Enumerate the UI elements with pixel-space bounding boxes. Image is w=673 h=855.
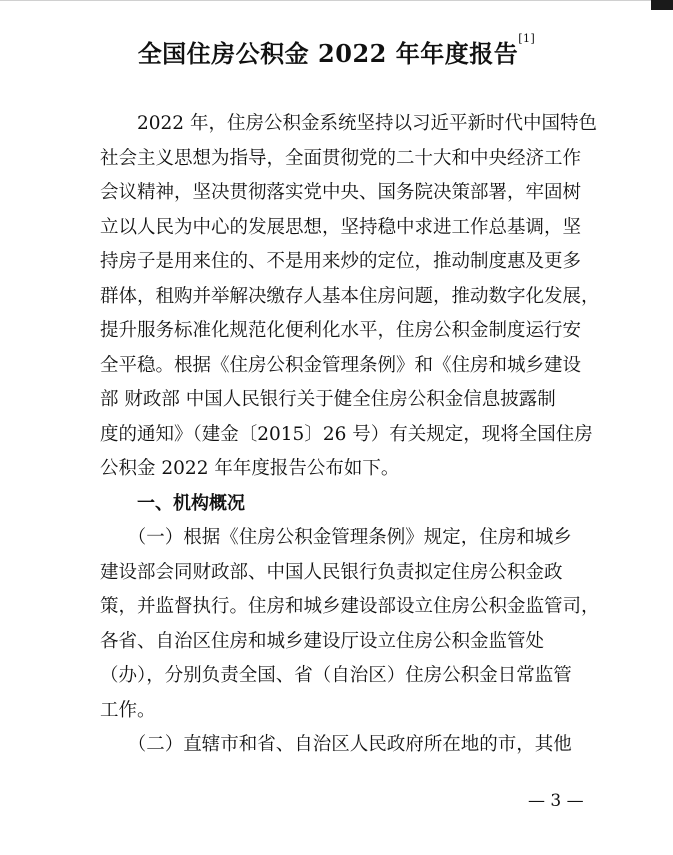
section1-paragraph-2 [100,728,580,763]
paragraph-line: （一）根据《住房公积金管理条例》规定，住房和城乡 [100,527,572,548]
intro-line: 部 财政部 中国人民银行关于健全住房公积金信息披露制 [100,389,556,410]
intro-line: 会议精神，坚决贯彻落实党中央、国务院决策部署，牢固树 [100,182,582,203]
intro-line: 2022 年，住房公积金系统坚持以习近平新时代中国特色 [100,113,597,134]
intro-line: 全平稳。根据《住房公积金管理条例》和《住房和城乡建设 [100,354,582,376]
document-title [0,34,673,69]
intro-line: 立以人民为中心的发展思想，坚持稳中求进工作总基调，坚 [100,216,582,238]
paragraph-line: （办），分别负责全国、省（自治区）住房公积金日常监管 [100,665,572,686]
intro-line: 社会主义思想为指导，全面贯彻党的二十大和中央经济工作 [100,147,582,169]
paragraph-line: 策，并监督执行。住房和城乡建设部设立住房公积金监管司， [100,596,600,617]
paragraph-line: 工作。 [100,699,156,721]
page-number: — 3 — [528,791,584,811]
intro-line: 公积金 2022 年年度报告公布如下。 [100,458,400,479]
paragraph-line: 建设部会同财政部、中国人民银行负责拟定住房公积金政 [100,561,563,583]
paragraph-line: （二）直辖市和省、自治区人民政府所在地的市，其他 [100,734,572,755]
intro-line: 提升服务标准化规范化便利化水平，住房公积金制度运行安 [100,320,582,341]
intro-paragraph [100,107,600,487]
section1-paragraph-1 [100,521,600,728]
intro-line: 群体，租购并举解决缴存人基本住房问题，推动数字化发展， [100,285,600,307]
paragraph-line: 各省、自治区住房和城乡建设厅设立住房公积金监管处 [100,630,545,652]
document-body [100,107,600,763]
page-top-border [0,0,673,1]
intro-line: 持房子是用来住的、不是用来炒的定位，推动制度惠及更多 [100,251,582,272]
title-footnote-marker: [1] [518,32,536,45]
section-heading: 一、机构概况 [137,492,245,514]
document-title-text: 全国住房公积金 2022 年年度报告 [137,39,519,68]
intro-line: 度的通知》（建金〔2015〕26 号）有关规定，现将全国住房 [100,423,593,445]
corner-mark [651,0,673,10]
